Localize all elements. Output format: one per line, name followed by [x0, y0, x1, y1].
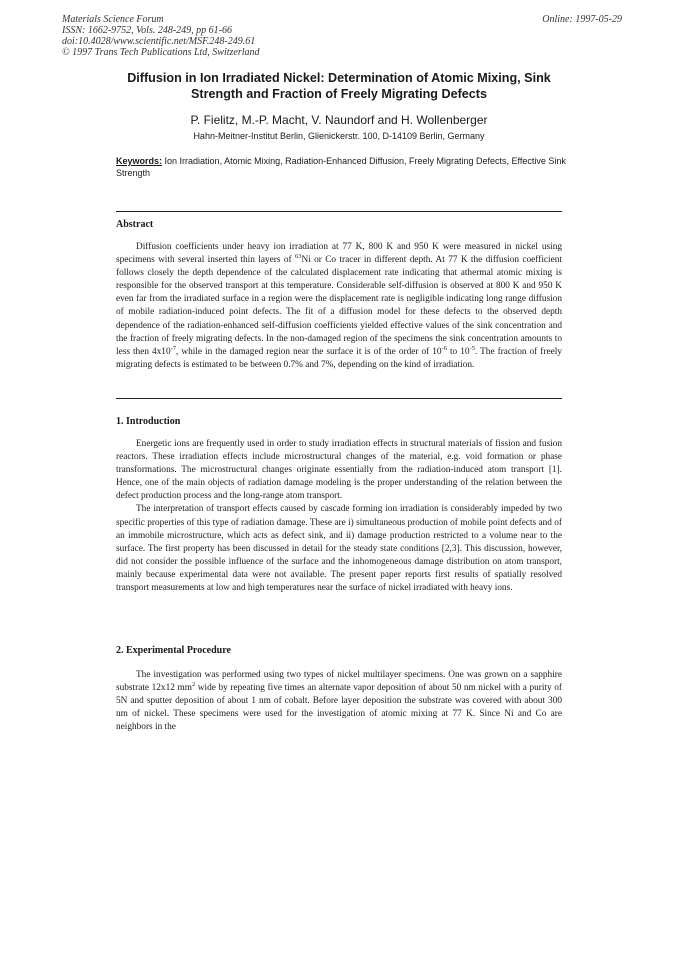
keywords-label: Keywords:: [116, 156, 163, 166]
author-list: P. Fielitz, M.-P. Macht, V. Naundorf and H. Wollenberger: [190, 113, 488, 127]
abstract-body: Diffusion coefficients under heavy ion irradiation at 77 K, 800 K and 950 K were measured in nickel using specimens with several inserted thin layers of $^{63}$Ni or Co tracer in different depth. At 77 K the diffusion coefficient follows closely the depth dependence of the calculated displacement rate indicating that athermal atomic mixing is responsible for the observed transport at this temperature. Considerable self-diffusion is observed at 800 K and 950 K even far from the irradiated surface in a region were the displacement rate is negligible indicating long range diffusion of mobile radiation-induced point defects. The fit of a diffusion model for these defects to the observed depth dependence of the radiation-enhanced self-diffusion coefficients yielded effective values of the sink concentration and the fraction of freely migrating defects. In the non-damaged region of the specimens the sink concentration amounts to less then $4x10^{-7}$, while in the damaged region near the surface it is of the order of $10^{-6}$ to $10^{-5}$. The fraction of freely migrating defects is estimated to be between 0.7% and 7%, depending on the kind of irradiation.: [116, 242, 562, 370]
abstract-bottom-rule: [116, 398, 562, 399]
introduction-heading: 1. Introduction: [116, 416, 181, 427]
experimental-heading: 2. Experimental Procedure: [116, 645, 231, 656]
online-date: Online: 1997-05-29: [542, 14, 622, 25]
affiliation: Hahn-Meitner-Institut Berlin, Glienickerstr. 100, D-14109 Berlin, Germany: [193, 131, 485, 141]
keywords-block: [116, 155, 566, 179]
publication-metadata: [62, 14, 622, 58]
doi-line: doi:10.4028/www.scientific.net/MSF.248-249.61: [62, 36, 256, 47]
copyright-line: © 1997 Trans Tech Publications Ltd, Switzerland: [62, 47, 260, 58]
introduction-body: [116, 438, 562, 595]
paper-title: Diffusion in Ion Irradiated Nickel: Determination of Atomic Mixing, Sink Strength and Fraction of Freely Migrating Defects: [127, 71, 551, 101]
abstract-heading: Abstract: [116, 219, 154, 230]
experimental-body: The investigation was performed using two types of nickel multilayer specimens. One was grown on a sapphire substrate 12x12 $mm^2$ wide by repeating five times an alternate vapor deposition of about 50 nm nickel with a purity of 5N and sputter deposition of about 1 nm of cobalt. Before layer deposition the substrate was covered with about 300 nm of nickel. These specimens were used for the investigation of atomic mixing at 77 K. Since Ni and Co are neighbors in the: [116, 670, 563, 733]
introduction-paragraph-1: Energetic ions are frequently used in order to study irradiation effects in structural materials of fission and fusion reactors. These irradiation effects include microstructural changes of the material, e.g. void formation or phase transformations. The microstructural changes originate essentially from the radiation-induced atom transport [1]. Hence, one of the main objects of radiation damage modeling is the proper understanding of the relation between the defect production process and the long-range atom transport.: [116, 439, 562, 502]
issn-line: ISSN: 1662-9752, Vols. 248-249, pp 61-66: [62, 25, 232, 36]
abstract-top-rule: [116, 211, 562, 212]
introduction-paragraph-2: The interpretation of transport effects caused by cascade forming ion irradiation is considerably impeded by two specific properties of this type of radiation damage. These are i) simultaneous production of mobile point defects and of an immobile microstructure, which acts as defect sink, and ii) damage production restricted to a volume near to the surface. The first property has been discussed in detail for the steady state conditions [2,3]. This discussion, however, did not consider the possible influence of the surface and the inhomogeneous damage distribution on atom transport, mainly because experimental data were not available. The present paper reports first results of spatially resolved transport measurements at low and high temperatures near the surface of nickel irradiated with heavy ions.: [116, 504, 562, 594]
keywords-text: Ion Irradiation, Atomic Mixing, Radiation-Enhanced Diffusion, Freely Migrating Defects, Effective Sink Strength: [116, 156, 566, 178]
journal-name: Materials Science Forum: [62, 14, 164, 25]
